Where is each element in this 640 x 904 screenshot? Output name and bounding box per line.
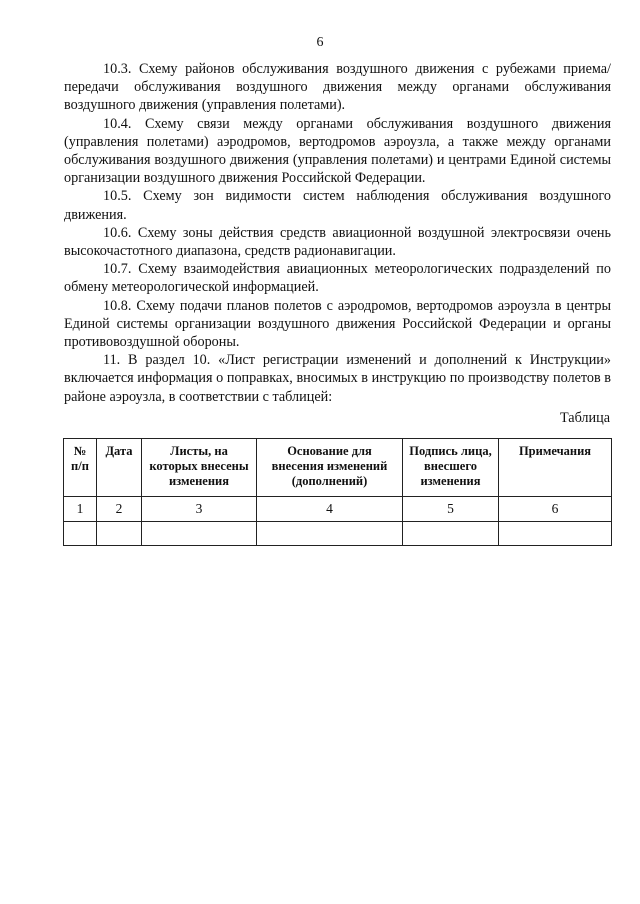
table-cell [257, 522, 403, 546]
paragraph-10-5: 10.5. Схему зон видимости систем наблюдения обслуживания воздушного движения. [64, 188, 611, 223]
header-date: Дата [97, 439, 142, 497]
header-basis: Основание для внесения изменений (дополнений) [257, 439, 403, 497]
table-cell: 2 [97, 497, 142, 522]
table-cell [499, 522, 612, 546]
paragraph-10-8: 10.8. Схему подачи планов полетов с аэродромов, вертодромов аэроузла в центры Единой системы организации воздушного движения Российской Федерации и органы противовоздушной обороны. [64, 297, 611, 351]
table-cell [64, 522, 97, 546]
table-cell: 3 [142, 497, 257, 522]
header-signature: Подпись лица, внесшего изменения [403, 439, 499, 497]
table-row [64, 522, 612, 546]
header-notes: Примечания [499, 439, 612, 497]
paragraph-11: 11. В раздел 10. «Лист регистрации изменений и дополнений к Инструкции» включается информация о поправках, вносимых в инструкцию по производству полетов в районе аэроузла, в соответствии с таблицей: [64, 352, 611, 405]
change-registration-table [63, 438, 612, 546]
paragraph-10-3: 10.3. Схему районов обслуживания воздушного движения с рубежами приема/передачи обслуживания воздушного движения между органами обслуживания воздушного движения (управления полетами). [64, 61, 611, 114]
table-cell [403, 522, 499, 546]
body-text [64, 60, 611, 406]
table-cell: 1 [64, 497, 97, 522]
paragraph-10-7: 10.7. Схему взаимодействия авиационных метеорологических подразделений по обмену метеорологической информацией. [64, 261, 611, 296]
paragraph-10-4: 10.4. Схему связи между органами обслуживания воздушного движения (управления полетами) аэродромов, вертодромов аэроузла, а также между органами обслуживания воздушного движения (управления полетами) и центрами Единой системы организации воздушного движения Российской Федерации. [64, 115, 611, 187]
table-cell [97, 522, 142, 546]
table-header-row [64, 439, 612, 497]
page-number: 6 [316, 35, 324, 50]
table-cell: 5 [403, 497, 499, 522]
table-row [64, 497, 612, 522]
header-number: № п/п [64, 439, 97, 497]
paragraph-10-6: 10.6. Схему зоны действия средств авиационной воздушной электросвязи очень высокочастотного диапазона, средств радионавигации. [64, 224, 611, 260]
table-cell: 6 [499, 497, 612, 522]
header-sheets: Листы, на которых внесены изменения [142, 439, 257, 497]
table-cell [142, 522, 257, 546]
table-caption: Таблица [559, 410, 610, 426]
table-cell: 4 [257, 497, 403, 522]
